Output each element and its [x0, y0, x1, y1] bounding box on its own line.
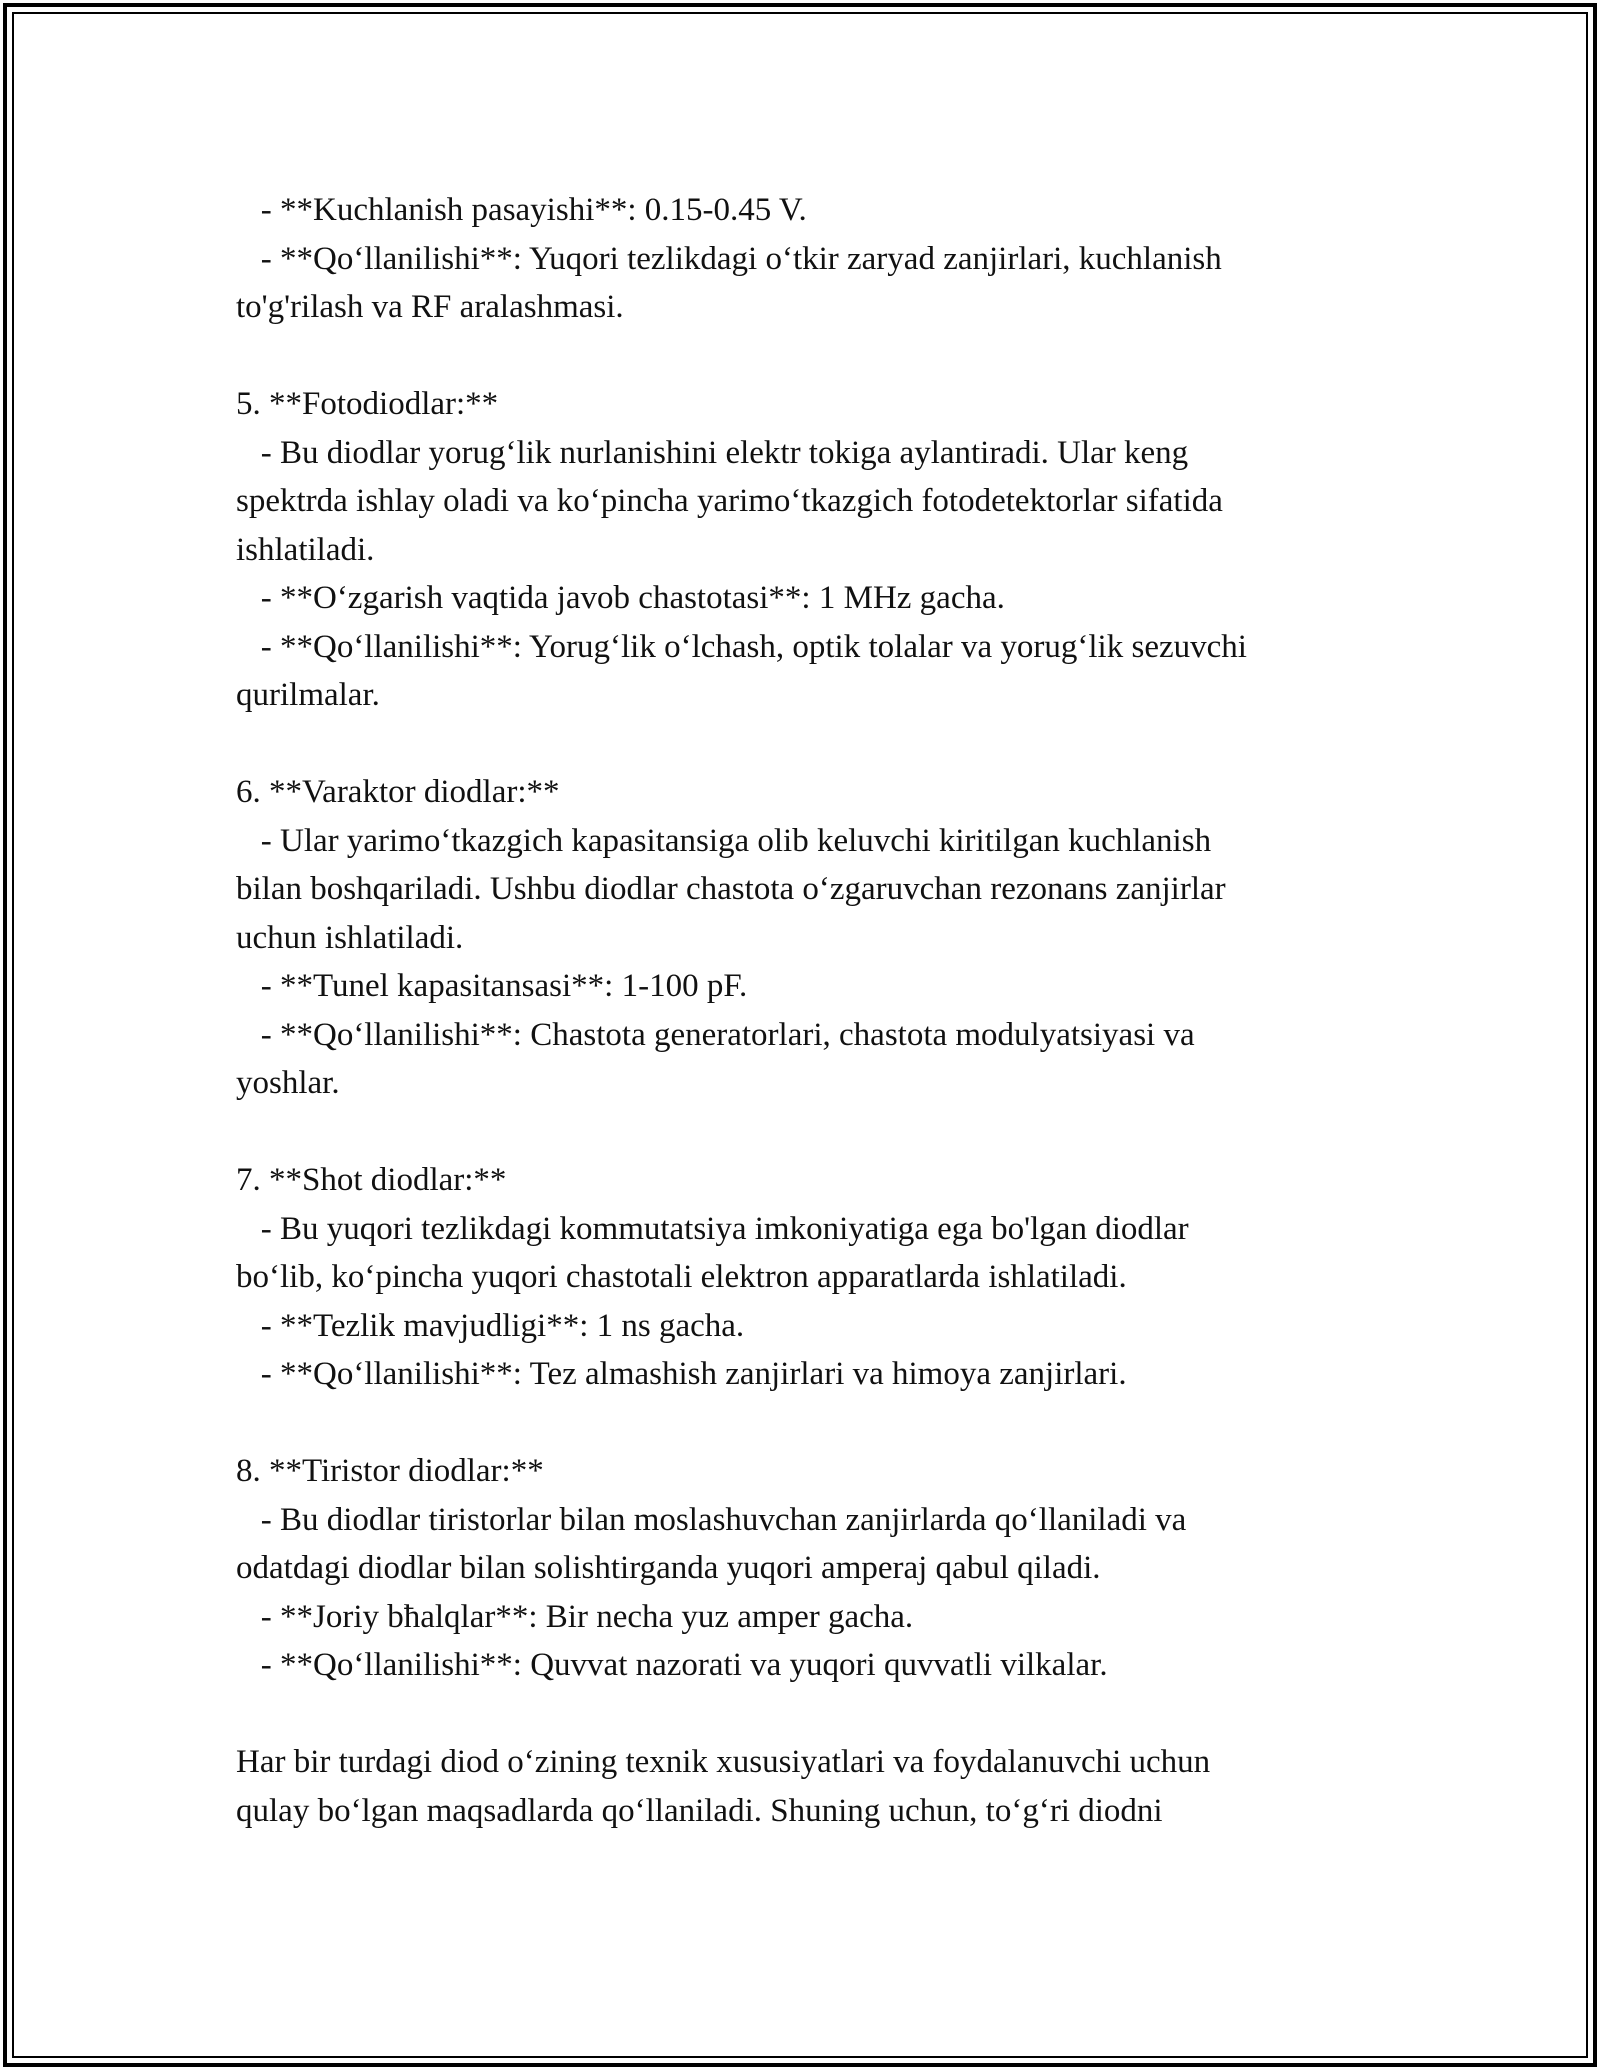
blank-line	[236, 332, 1386, 381]
text-line: spektrda ishlay oladi va ko‘pincha yarimo‘tkazgich fotodetektorlar sifatida	[236, 483, 1223, 519]
text-line: - **Joriy bħalqlar**: Bir necha yuz amper gacha.	[236, 1598, 914, 1635]
document-body	[236, 186, 1386, 1835]
text-line: - **Tezlik mavjudligi**: 1 ns gacha.	[236, 1307, 745, 1344]
text-line: yoshlar.	[236, 1065, 340, 1101]
text-line: bo‘lib, ko‘pincha yuqori chastotali elektron apparatlarda ishlatiladi.	[236, 1259, 1127, 1295]
text-line: odatdagi diodlar bilan solishtirganda yuqori amperaj qabul qiladi.	[236, 1550, 1101, 1586]
section-heading: 7. **Shot diodlar:**	[236, 1162, 507, 1198]
text-line: - Bu diodlar yorug‘lik nurlanishini elektr tokiga aylantiradi. Ular keng	[236, 434, 1189, 471]
text-line: - Bu diodlar tiristorlar bilan moslashuvchan zanjirlarda qo‘llaniladi va	[236, 1501, 1187, 1538]
blank-line	[236, 720, 1386, 769]
text-line: bilan boshqariladi. Ushbu diodlar chastota o‘zgaruvchan rezonans zanjirlar	[236, 871, 1226, 907]
text-line: - **Qo‘llanilishi**: Tez almashish zanjirlari va himoya zanjirlari.	[236, 1356, 1127, 1392]
paragraph-line: qulay bo‘lgan maqsadlarda qo‘llaniladi. Shuning uchun, to‘g‘ri diodni	[236, 1792, 1163, 1829]
text-line: - Ular yarimo‘tkazgich kapasitansiga olib keluvchi kiritilgan kuchlanish	[236, 822, 1212, 859]
paragraph-line: Har bir turdagi diod o‘zining texnik xususiyatlari va foydalanuvchi uchun	[236, 1744, 1211, 1780]
text-line: - **Qo‘llanilishi**: Chastota generatorlari, chastota modulyatsiyasi va	[236, 1016, 1195, 1053]
text-line: qurilmalar.	[236, 677, 380, 713]
blank-line	[236, 1690, 1386, 1739]
text-line: - **O‘zgarish vaqtida javob chastotasi**: 1 MHz gacha.	[236, 580, 1005, 616]
text-line: - **Kuchlanish pasayishi**: 0.15-0.45 V.	[236, 192, 807, 228]
section-heading: 8. **Tiristor diodlar:**	[236, 1453, 544, 1489]
text-line: uchun ishlatiladi.	[236, 919, 464, 956]
text-line: - **Qo‘llanilishi**: Yorug‘lik o‘lchash, optik tolalar va yorug‘lik sezuvchi	[236, 628, 1247, 665]
blank-line	[236, 1108, 1386, 1157]
section-heading: 5. **Fotodiodlar:**	[236, 386, 499, 422]
text-line: ishlatiladi.	[236, 531, 375, 568]
section-heading: 6. **Varaktor diodlar:**	[236, 774, 560, 810]
blank-line	[236, 1399, 1386, 1448]
text-line: - **Qo‘llanilishi**: Yuqori tezlikdagi o‘tkir zaryad zanjirlari, kuchlanish	[236, 240, 1222, 277]
text-line: - **Tunel kapasitansasi**: 1-100 pF.	[236, 968, 748, 1004]
text-line: to'g'rilash va RF aralashmasi.	[236, 289, 624, 325]
text-line: - Bu yuqori tezlikdagi kommutatsiya imkoniyatiga ega bo'lgan diodlar	[236, 1210, 1189, 1247]
text-line: - **Qo‘llanilishi**: Quvvat nazorati va yuqori quvvatli vilkalar.	[236, 1647, 1108, 1683]
